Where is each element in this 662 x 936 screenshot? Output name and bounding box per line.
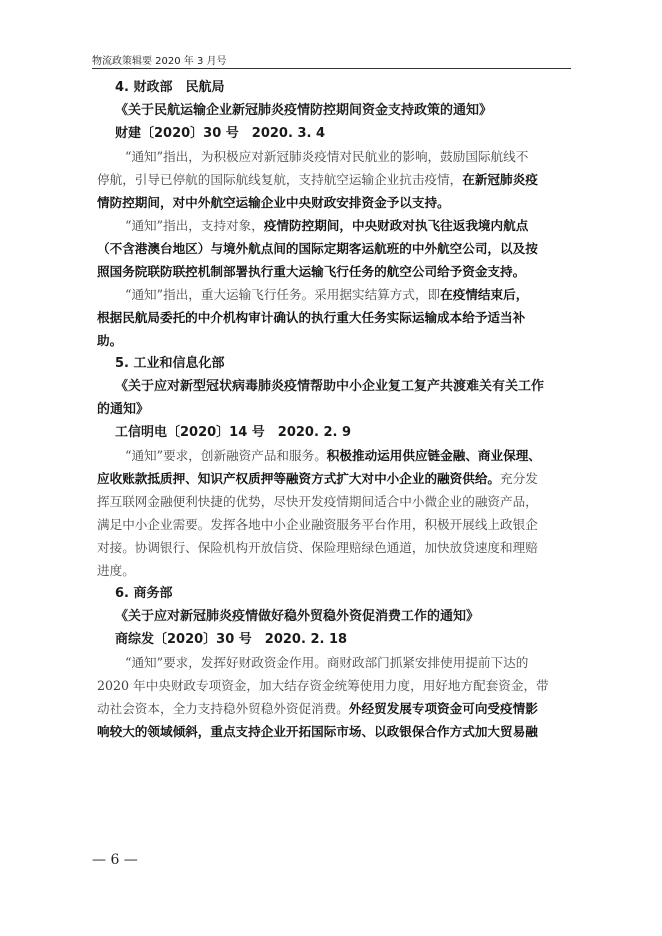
bold-text-run: 在新冠肺炎疫 (462, 172, 538, 187)
paragraph-line (97, 329, 567, 352)
text-run: 2020 年中央财政专项资金，加大结存资金统筹使用力度，用好地方配套资金，带 (97, 678, 549, 693)
text-run: 停航，引导已停航的国际航线复航，支持航空运输企业抗击疫情， (97, 172, 463, 187)
bold-text-run: 外经贸发展专项资金可向受疫情影 (348, 701, 538, 716)
paragraph-line (97, 214, 567, 237)
paragraph-line (97, 260, 567, 283)
section-5-title-continued: 的通知》 (97, 402, 150, 417)
text-run: “通知”要求，发挥好财政资金作用。商财政部门抓紧安排使用提前下达的 (125, 655, 529, 670)
text-run: 动社会资本，全力支持稳外贸稳外资促消费。 (97, 701, 349, 716)
bold-text-run: 根据民航局委托的中介机构审计确认的执行重大任务实际运输成本给予适当补 (97, 310, 526, 325)
bold-text-run: 照国务院联防联控机制部署执行重大运输飞行任务的航空公司给予资金支持。 (97, 264, 526, 279)
paragraph-line (97, 306, 567, 329)
text-run: “通知”指出，支持对象， (125, 218, 264, 233)
bold-text-run: 疫情防控期间，中央财政对执飞往返我境内航点 (263, 218, 529, 233)
paragraph-line (97, 559, 567, 582)
section-6-heading: 6. 商务部 (115, 586, 173, 601)
paragraph-line (97, 467, 567, 490)
text-run: 进度。 (97, 563, 135, 578)
text-run: “通知”指出，为积极应对新冠肺炎疫情对民航业的影响，鼓励国际航线不 (125, 149, 529, 164)
bold-text-run: 积极推动运用供应链金融、商业保理、 (326, 448, 541, 463)
section-5-doc-number: 工信明电〔2020〕14 号 2020. 2. 9 (115, 425, 351, 440)
bold-text-run: 响较大的领域倾斜，重点支持企业开拓国际市场、以政银保合作方式加大贸易融 (97, 724, 538, 739)
bold-text-run: （不含港澳台地区）与境外航点间的国际定期客运航班的中外航空公司，以及按 (97, 241, 538, 256)
paragraph-line (97, 191, 567, 214)
section-6-title: 《关于应对新冠肺炎疫情做好稳外贸稳外资促消费工作的通知》 (115, 609, 480, 624)
paragraph-line (97, 490, 567, 513)
text-run: 充分发 (500, 471, 538, 486)
paragraph-line (97, 697, 567, 720)
document-body (97, 76, 567, 743)
header-divider (92, 68, 571, 69)
text-run: 满足中小企业需要。发挥各地中小企业融资服务平台作用，积极开展线上政银企 (97, 517, 538, 532)
text-run: “通知”要求，创新融资产品和服务。 (125, 448, 327, 463)
paragraph-line (97, 536, 567, 559)
paragraph-line (97, 513, 567, 536)
paragraph-line (97, 720, 567, 743)
text-run: 对接。协调银行、保险机构开放信贷、保险理赔绿色通道，加快放贷速度和理赔 (97, 540, 538, 555)
page-number: — 6 — (92, 852, 138, 868)
section-4-doc-number: 财建〔2020〕30 号 2020. 3. 4 (115, 126, 325, 141)
running-header: 物流政策辑要 2020 年 3 月号 (92, 56, 227, 67)
text-run: 挥互联网金融便利快捷的优势，尽快开发疫情期间适合中小微企业的融资产品， (97, 494, 538, 509)
section-5-heading: 5. 工业和信息化部 (115, 356, 225, 371)
paragraph-line (97, 237, 567, 260)
section-6-doc-number: 商综发〔2020〕30 号 2020. 2. 18 (115, 632, 348, 647)
section-4-title: 《关于民航运输企业新冠肺炎疫情防控期间资金支持政策的通知》 (115, 103, 493, 118)
bold-text-run: 应收账款抵质押、知识产权质押等融资方式扩大对中小企业的融资供给。 (97, 471, 500, 486)
paragraph-line (97, 283, 567, 306)
section-5-title: 《关于应对新型冠状病毒肺炎疫情帮助中小企业复工复产共渡难关有关工作 (115, 379, 545, 394)
paragraph-line (97, 651, 567, 674)
bold-text-run: 情防控期间，对中外航空运输企业中央财政安排资金予以支持。 (97, 195, 450, 210)
paragraph-line (97, 444, 567, 467)
section-4-heading: 4. 财政部 民航局 (115, 80, 225, 95)
bold-text-run: 在疫情结束后， (440, 287, 529, 302)
bold-text-run: 助。 (97, 333, 123, 348)
paragraph-line (97, 674, 567, 697)
paragraph-line (97, 145, 567, 168)
text-run: “通知”指出，重大运输飞行任务。采用据实结算方式，即 (125, 287, 441, 302)
paragraph-line (97, 168, 567, 191)
